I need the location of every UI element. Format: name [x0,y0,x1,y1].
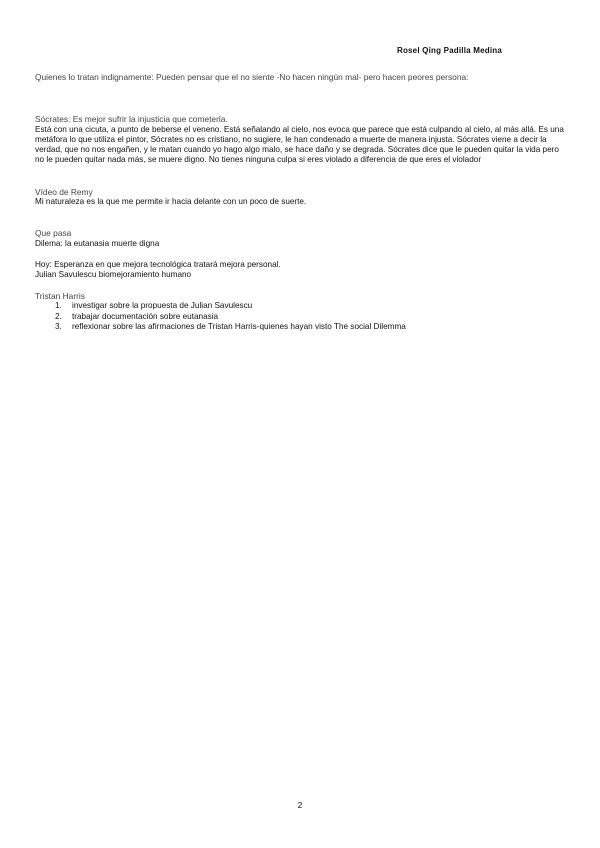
document-body [35,72,565,332]
socrates-paragraph: Está con una cicuta, a punto de beberse el veneno. Está señalando al cielo, nos evoca que parece que está culpando al cielo, al más allá. Es una metáfora lo que utiliza el pintor, Sócrates no es cristiano, no sugiere, le han condenado a muerte de manera injusta. Sócrates viene a decir la verdad, que no nos engañen, y le matan cuando yo hago algo malo, se hace daño y se degrada. Sócrates dice que le pueden quitar la vida pero no le pueden quitar nada más, se muere digno. No tienes ninguna culpa si eres violado a diferencia de que eres el violador [35,124,564,165]
author-name: Rosel Qing Padilla Medina [396,46,502,55]
list-text: investigar sobre la propuesta de Julian Savulescu [72,301,253,311]
page-number: 2 [297,800,303,810]
task-list [35,301,565,332]
socrates-heading: Sócrates: Es mejor sufrir la injusticia que cometerla. [35,114,228,124]
list-item [55,301,565,311]
list-number: 3. [55,321,62,331]
tristan-heading: Tristan Harris [35,290,85,301]
list-number: 2. [55,311,62,321]
intro-line: Quienes lo tratan indignamente: Pueden pensar que el no siente -No hacen ningún mal- pero hacen peores persona: [35,72,469,82]
list-text: trabajar documentación sobre eutanasia [72,311,219,321]
list-number: 1. [55,301,62,311]
dilema-line: Dilema: la eutanasia muerte digna [35,238,160,248]
remy-paragraph: Mi naturaleza es la que me permite ir hacia delante con un poco de suerte. [35,197,307,207]
hoy-line: Hoy: Esperanza en que mejora tecnológica tratará mejora personal. [35,259,281,269]
julian-line: Julian Savulescu biomejoramiento humano [35,270,192,280]
list-item [55,312,565,322]
que-pasa-heading: Que pasa [35,228,72,239]
list-item [55,322,565,332]
list-text: reflexionar sobre las afirmaciones de Tristan Harris-quienes hayan visto The social Dilemma [72,321,406,331]
remy-heading: Vídeo de Remy [35,186,93,197]
